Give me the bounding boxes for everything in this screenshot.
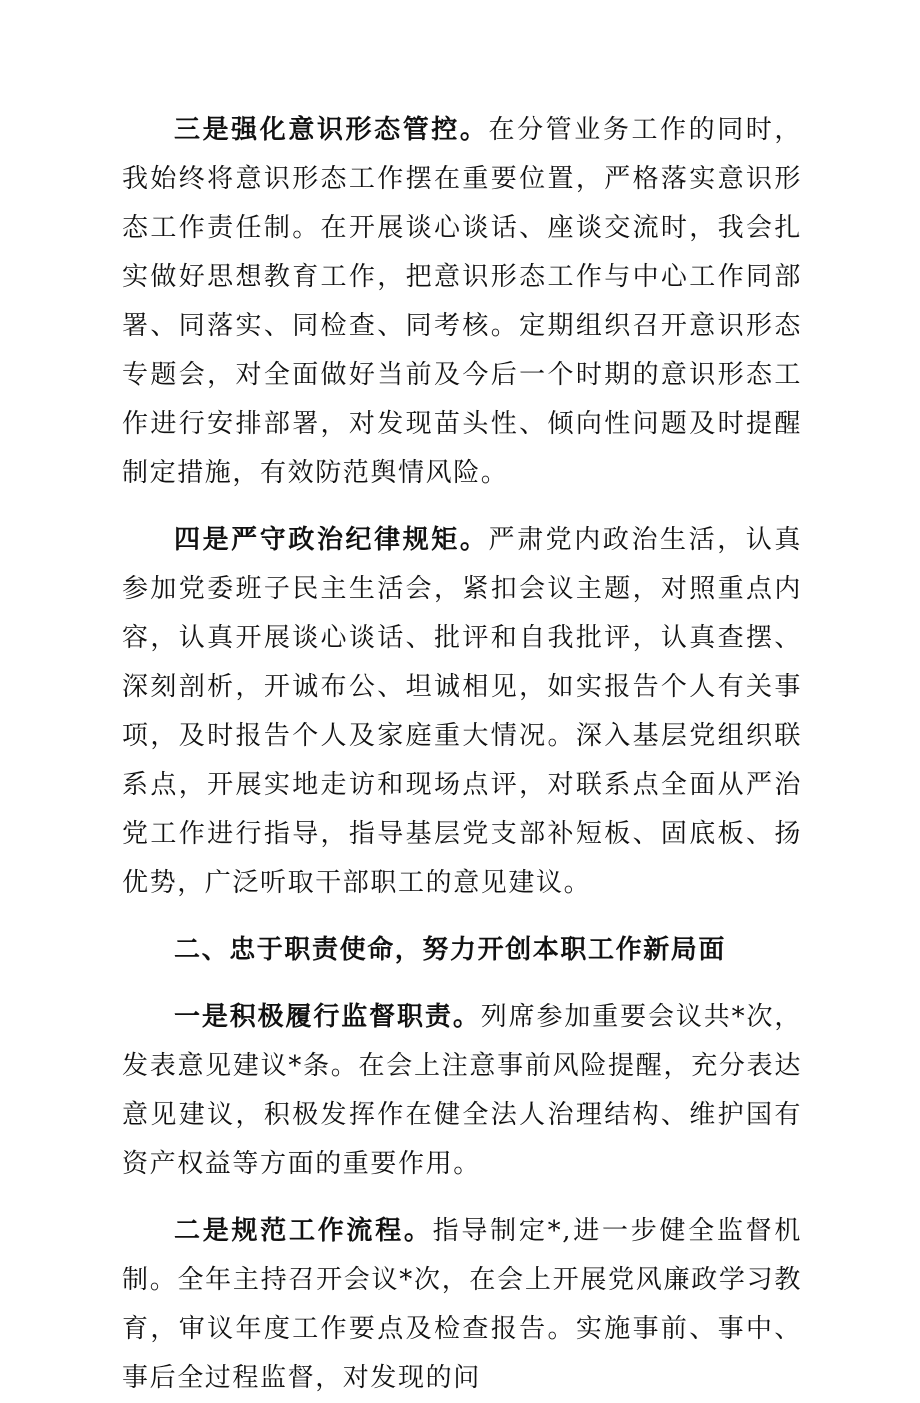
document-body <box>122 106 802 1403</box>
paragraph-gap <box>122 908 802 926</box>
paragraph-lead: 四是严守政治纪律规矩。 <box>174 525 489 555</box>
paragraph-supervision <box>122 993 802 1189</box>
paragraph-gap <box>122 498 802 516</box>
section-heading: 二、忠于职责使命，努力开创本职工作新局面 <box>174 935 727 965</box>
paragraph-workflow <box>122 1207 802 1403</box>
paragraph-ideology <box>122 106 802 498</box>
paragraph-lead: 二是规范工作流程。 <box>174 1216 433 1246</box>
paragraph-lead: 一是积极履行监督职责。 <box>174 1002 481 1032</box>
paragraph-discipline <box>122 516 802 908</box>
paragraph-gap <box>122 975 802 993</box>
paragraph-text: 列席参加重要会议共*次，发表意见建议*条。在会上注意事前风险提醒，充分表达意见建议，积极发挥作在健全法人治理结构、维护国有资产权益等方面的重要作用。 <box>122 1002 802 1179</box>
paragraph-text: 在分管业务工作的同时，我始终将意识形态工作摆在重要位置，严格落实意识形态工作责任制。在开展谈心谈话、座谈交流时，我会扎实做好思想教育工作，把意识形态工作与中心工作同部署、同落实、同检查、同考核。定期组织召开意识形态专题会，对全面做好当前及今后一个时期的意识形态工作进行安排部署，对发现苗头性、倾向性问题及时提醒制定措施，有效防范舆情风险。 <box>122 115 802 488</box>
paragraph-lead: 三是强化意识形态管控。 <box>174 115 489 145</box>
paragraph-text: 严肃党内政治生活，认真参加党委班子民主生活会，紧扣会议主题，对照重点内容，认真开展谈心谈话、批评和自我批评，认真查摆、深刻剖析，开诚布公、坦诚相见，如实报告个人有关事项，及时报告个人及家庭重大情况。深入基层党组织联系点，开展实地走访和现场点评，对联系点全面从严治党工作进行指导，指导基层党支部补短板、固底板、扬优势，广泛听取干部职工的意见建议。 <box>122 525 802 898</box>
paragraph-text: 指导制定*,进一步健全监督机制。全年主持召开会议*次，在会上开展党风廉政学习教育，审议年度工作要点及检查报告。实施事前、事中、事后全过程监督，对发现的问 <box>122 1216 802 1393</box>
paragraph-gap <box>122 1189 802 1207</box>
